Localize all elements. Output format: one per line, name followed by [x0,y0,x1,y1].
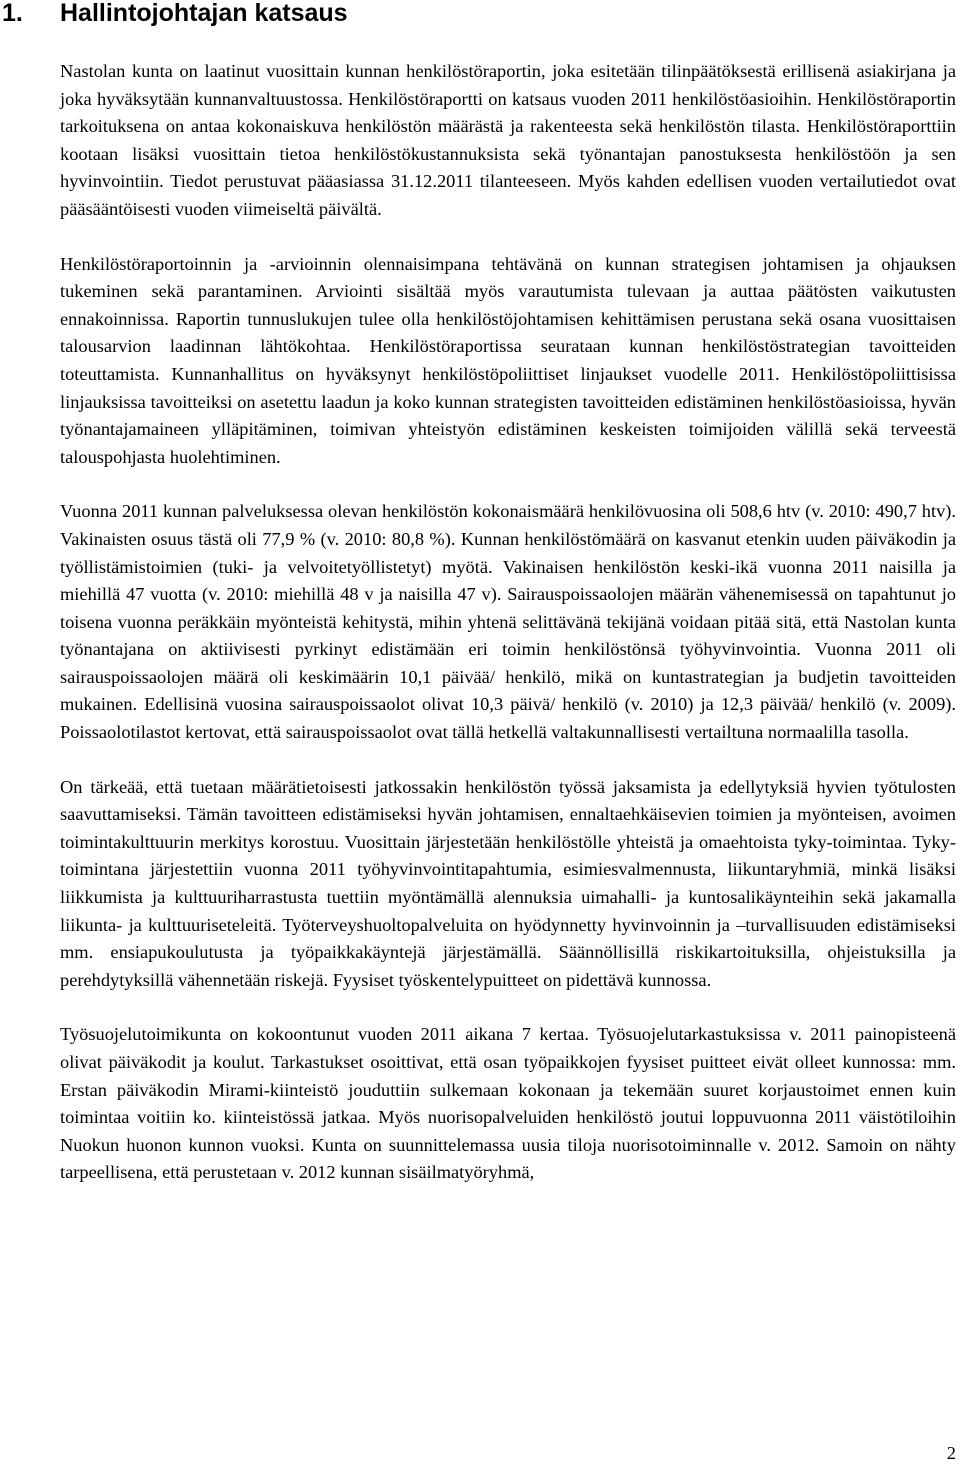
paragraph-report-overview: Nastolan kunta on laatinut vuosittain kunnan henkilöstöraportin, joka esitetään tilinpäätöksestä erillisenä asiakirjana ja joka hyväksytään kunnanvaltuustossa. Henkilöstöraportti on katsaus vuoden 2011 henkilöstöasioihin. Henkilöstöraportin tarkoituksena on antaa kokonaiskuva henkilöstön määrästä ja rakenteesta sekä henkilöstön tilasta. Henkilöstöraporttiin kootaan lisäksi vuosittain tietoa henkilöstökustannuksista sekä työnantajan panostuksesta henkilöstöön ja sen hyvinvointiin. Tiedot perustuvat pääasiassa 31.12.2011 tilanteeseen. Myös kahden edellisen vuoden vertailutiedot ovat pääsääntöisesti vuoden viimeiseltä päivältä. [60,61,956,219]
section-heading [2,0,348,29]
paragraph-personnel-statistics: Vuonna 2011 kunnan palveluksessa olevan henkilöstön kokonaismäärä henkilövuosina oli 508,6 htv (v. 2010: 490,7 htv). Vakinaisten osuus tästä oli 77,9 % (v. 2010: 80,8 %). Kunnan henkilöstömäärä on kasvanut etenkin uuden päiväkodin ja työllistämistoimien (tuki- ja velvoitetyöllistetyt) myötä. Vakinaisen henkilöstön keski-ikä vuonna 2011 naisilla ja miehillä 47 vuotta (v. 2010: miehillä 48 v ja naisilla 47 v). Sairauspoissaolojen määrän vähenemisessä on tapahtunut jo toisena vuonna peräkkäin myönteistä kehitystä, mihin yhtenä selittävänä tekijänä voidaan pitää sitä, että Nastolan kunta työnantajana on aktiivisesti pyrkinyt edistämään eri toimin henkilöstönsä työhyvinvointia. Vuonna 2011 oli sairauspoissaolojen määrä oli keskimäärin 10,1 päivää/ henkilö, mikä on kuntastrategian ja budjetin tavoitteiden mukainen. Edellisinä vuosina sairauspoissaolot olivat 10,3 päivä/ henkilö (v. 2010) ja 12,3 päivää/ henkilö (v. 2009). Poissaolotilastot kertovat, että sairauspoissaolot ovat tällä hetkellä valtakunnallisesti vertailtuna normaalilla tasolla. [60,501,956,743]
page-number: 2 [946,1443,956,1463]
section-title: Hallintojohtajan katsaus [60,0,348,27]
section-number: 1. [2,0,23,27]
paragraph-occupational-safety: Työsuojelutoimikunta on kokoontunut vuoden 2011 aikana 7 kertaa. Työsuojelutarkastuksissa v. 2011 painopisteenä olivat päiväkodit ja koulut. Tarkastukset osoittivat, että osan työpaikkojen fyysiset puitteet eivät olleet kunnossa: mm. Erstan päiväkodin Mirami-kiinteistö jouduttiin sulkemaan kokonaan ja tekemään suuret korjaustoimet ennen kuin toimintaa voitiin ko. kiinteistössä jatkaa. Myös nuorisopalveluiden henkilöstö joutui loppuvuonna 2011 väistötiloihin Nuokun huonon kunnon vuoksi. Kunta on suunnittelemassa uusia tiloja nuorisotoiminnalle v. 2012. Samoin on nähty tarpeellisena, että perustetaan v. 2012 kunnan sisäilmatyöryhmä, [60,1024,956,1183]
paragraph-wellbeing: On tärkeää, että tuetaan määrätietoisesti jatkossakin henkilöstön työssä jaksamista ja edellytyksiä hyvien työtulosten saavuttamiseksi. Tämän tavoitteen edistämiseksi hyvän johtamisen, ennaltaehkäisevien toimien ja myönteisen, avoimen toimintakulttuurin merkitys korostuu. Vuosittain järjestetään henkilöstölle yhteistä ja omaehtoista tyky-toimintaa. Tyky-toimintana järjestettiin vuonna 2011 työhyvinvointitapahtumia, esimiesvalmennusta, liikuntaryhmiä, minkä lisäksi liikkumista ja kulttuuriharrastusta tuettiin myöntämällä alennuksia uimahalli- ja kuntosalikäynteihin sekä jakamalla liikunta- ja kulttuuriseteleitä. Työterveyshuoltopalveluita on hyödynnetty hyvinvoinnin ja –turvallisuuden edistämiseksi mm. ensiapukoulutusta ja työpaikkakäyntejä järjestämällä. Säännöllisillä riskikartoituksilla, ohjeistuksilla ja perehdytyksillä vähennetään riskejä. Fyysiset työskentelypuitteet on pidettävä kunnossa. [60,776,956,990]
paragraph-strategic-management: Henkilöstöraportoinnin ja -arvioinnin olennaisimpana tehtävänä on kunnan strategisen johtamisen ja ohjauksen tukeminen sekä parantaminen. Arviointi sisältää myös varautumista tulevaan ja auttaa päätösten vaikutusten ennakoinnissa. Raportin tunnuslukujen tulee olla henkilöstöjohtamisen kehittämisen perustana sekä osana vuosittaisen talousarvion laadinnan lähtökohtaa. Henkilöstöraportissa seurataan kunnan henkilöstöstrategian tavoitteiden toteuttamista. Kunnanhallitus on hyväksynyt henkilöstöpoliittiset linjaukset vuodelle 2011. Henkilöstöpoliittisissa linjauksissa tavoitteiksi on asetettu laadun ja koko kunnan strategisten tavoitteiden edistäminen henkilöstöasioissa, hyvän työnantajamaineen ylläpitäminen, toimivan yhteistyön edistäminen keskeisten toimijoiden välillä sekä terveestä talouspohjasta huolehtiminen. [60,253,956,467]
body-text [60,58,956,1187]
